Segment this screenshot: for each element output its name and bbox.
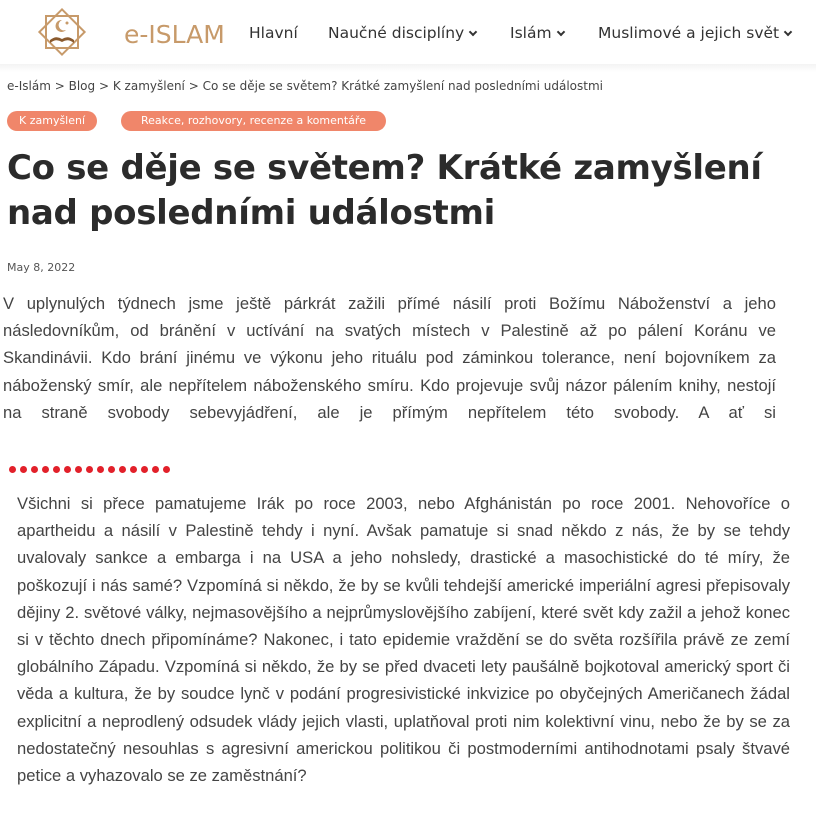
tag-reakce[interactable]: Reakce, rozhovory, recenze a komentáře (121, 111, 386, 131)
nav-item-label: Naučné disciplíny (328, 24, 465, 42)
breadcrumb-separator: > (98, 79, 110, 93)
separator-dot (152, 466, 159, 473)
title-line-1: Co se děje se světem? Krátké zamyšlení (7, 148, 762, 188)
separator-dot (141, 466, 148, 473)
nav-item-islam[interactable] (510, 22, 564, 44)
logo-text: e-ISLAM (124, 20, 225, 49)
separator-dot (9, 466, 16, 473)
breadcrumb (7, 79, 603, 93)
separator-dot (42, 466, 49, 473)
nav-item-hlavni[interactable] (249, 22, 298, 44)
article-intro: V uplynulých týdnech jsme ještě párkrát zažili přímé násilí proti Božímu Náboženství a jeho následovníkům, od bránění v uctívání na svatých místech v Palestině až po pálení Koránu ve Skandinávii. Kdo brání jinému ve výkonu jeho rituálu pod záminkou tolerance, není bojovníkem za náboženský smír, ale nepřítelem náboženského smíru. Kdo projevuje svůj názor pálením knihy, nestojí na straně svobody sebevyjádření, ale je přímým nepřítelem této svobody. A ať si (3, 294, 776, 422)
main-nav (0, 22, 816, 46)
breadcrumb-link-blog[interactable]: Blog (68, 79, 96, 93)
chevron-down-icon (556, 28, 564, 36)
header-shadow (0, 64, 816, 72)
separator-dot (130, 466, 137, 473)
page-title (7, 146, 807, 236)
breadcrumb-separator: > (54, 79, 65, 93)
nav-item-label: Muslimové a jejich svět (598, 24, 780, 42)
title-line-2: nad posledními událostmi (7, 193, 495, 233)
separator-dot (97, 466, 104, 473)
separator-dot (31, 466, 38, 473)
site-header (0, 0, 816, 64)
nav-item-naucne-discipliny[interactable] (328, 22, 476, 44)
chevron-down-icon (469, 28, 477, 36)
breadcrumb-separator: > (188, 79, 199, 93)
separator-dot (163, 466, 170, 473)
separator-dot (108, 466, 115, 473)
breadcrumb-link-category[interactable]: K zamyšlení (112, 79, 185, 93)
separator-dot (119, 466, 126, 473)
separator-dot (53, 466, 60, 473)
separator-dot (20, 466, 27, 473)
nav-item-label: Islám (510, 24, 552, 42)
separator-dot (86, 466, 93, 473)
chevron-down-icon (784, 28, 792, 36)
tag-k-zamysleni[interactable]: K zamyšlení (7, 111, 97, 131)
article-body: Všichni si přece pamatujeme Irák po roce 2003, nebo Afghánistán po roce 2001. Nehovoříce o apartheidu a násilí v Palestině tehdy i nyní. Avšak pamatuje si snad někdo z nás, že by se tehdy uvalovaly sankce a embarga i na USA a jeho nohsledy, drastické a masochistické do té míry, že poškozují i nás samé? Vzpomíná si někdo, že by se kvůli tehdejší americké imperiální agresi přepisovaly dějiny 2. světové války, nejmasovějšího a nejprůmyslovějšího zabíjení, které svět kdy zažil a jehož konec si v těchto dnech připomínáme? Nakonec, i tato epidemie vraždění se do světa rozšířila právě ze zemí globálního Západu. Vzpomíná si někdo, že by se před dvaceti lety paušálně bojkotoval americký sport či věda a kultura, že by soudce lynč v podání progresivistické inkvizice po obyčejných Američanech žádal explicitní a neprodlený odsudek vlády jejich vlasti, uplatňoval proti nim kolektivní vinu, nebo že by se za nedostatečný nesouhlas s agresivní americkou politikou či postmoderními antihodnotami psaly štvavé petice a vyhazovalo se ze zaměstnání? (17, 494, 790, 786)
separator-dot (75, 466, 82, 473)
nav-item-muslimove[interactable] (598, 22, 791, 44)
nav-item-label: Hlavní (249, 24, 298, 42)
post-date: May 8, 2022 (7, 261, 76, 274)
breadcrumb-current: Co se děje se světem? Krátké zamyšlení nad posledními událostmi (202, 79, 603, 93)
separator-dot (64, 466, 71, 473)
breadcrumb-link-home[interactable]: e-Islám (7, 79, 51, 93)
